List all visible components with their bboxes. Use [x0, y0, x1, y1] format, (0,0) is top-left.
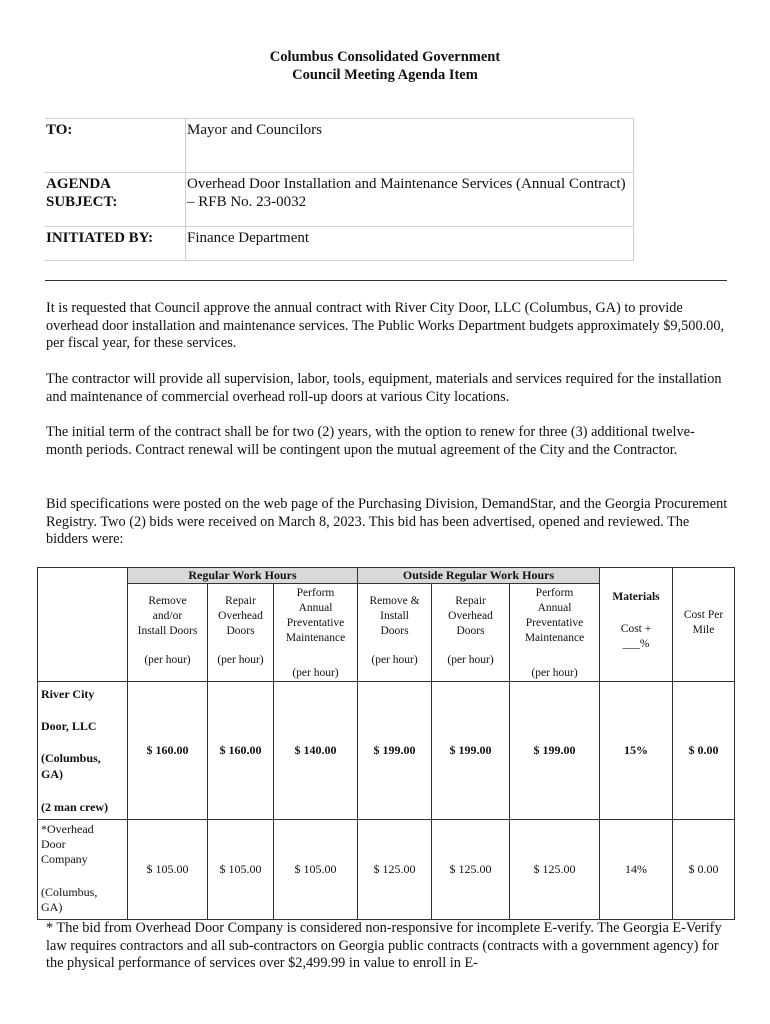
paragraph-request: It is requested that Council approve the annual contract with River City Door, LLC (Columbus, GA) to provide overhead door installation and maintenance services. The Public Works Department budgets approximately $9,500.00, per fiscal year, for these services.	[46, 300, 725, 351]
cell-value: 15%	[600, 682, 673, 820]
cell-value: $ 125.00	[358, 820, 432, 920]
cell-value: $ 125.00	[432, 820, 510, 920]
divider-line	[45, 280, 727, 281]
table-row-river-city	[38, 682, 735, 820]
materials-cost-line-1: Cost +	[620, 623, 652, 635]
paragraph-scope: The contractor will provide all supervision, labor, tools, equipment, materials and services required for the installation and maintenance of commercial overhead roll-up doors at various City locations.	[46, 371, 722, 405]
subject-label-line-2: SUBJECT:	[46, 194, 118, 210]
per-hour-label: (per hour)	[292, 667, 339, 679]
to-value: Mayor and Councilors	[186, 119, 634, 173]
col-out-remove-line-2: Install	[380, 610, 409, 622]
col-out-repair-line-3: Doors	[456, 625, 485, 637]
col-out-perform-line-4: Maintenance	[524, 632, 585, 644]
per-hour-label: (per hour)	[144, 654, 191, 666]
subject-value: Overhead Door Installation and Maintenance Services (Annual Contract) – RFB No. 23-0032	[186, 173, 634, 227]
col-out-perform	[510, 584, 600, 682]
title-line-2: Council Meeting Agenda Item	[292, 67, 478, 83]
per-hour-label: (per hour)	[531, 667, 578, 679]
initiated-label: INITIATED BY:	[45, 227, 186, 261]
cost-mile-line-1: Cost Per	[683, 609, 724, 621]
col-out-perform-line-1: Perform	[535, 587, 574, 599]
bidder1-name-line-5: (2 man crew)	[41, 800, 109, 814]
materials-cost-line-2: ___%	[622, 638, 650, 650]
bidder1-name-line-4: GA)	[41, 767, 63, 781]
title-line-1: Columbus Consolidated Government	[269, 49, 501, 65]
col-reg-repair	[208, 584, 274, 682]
materials-label: Materials	[612, 591, 660, 603]
col-out-remove-line-3: Doors	[380, 625, 409, 637]
col-reg-repair-line-2: Overhead	[218, 610, 263, 622]
cell-value: $ 140.00	[274, 682, 358, 820]
col-out-remove	[358, 584, 432, 682]
cost-mile-line-2: Mile	[692, 624, 715, 636]
subject-label-line-1: AGENDA	[46, 176, 112, 192]
col-reg-perform-line-2: Annual	[298, 602, 333, 614]
col-out-perform-line-2: Annual	[537, 602, 572, 614]
memo-header-table	[45, 118, 634, 261]
cell-value: $ 105.00	[274, 820, 358, 920]
bidder1-name-line-2: Door, LLC	[41, 719, 97, 733]
col-reg-remove-line-1: Remove	[148, 595, 187, 607]
cell-value: $ 125.00	[510, 820, 600, 920]
col-reg-perform	[274, 584, 358, 682]
col-out-repair	[432, 584, 510, 682]
col-out-remove-line-1: Remove &	[369, 595, 420, 607]
bidder2-name-line-4: (Columbus,	[41, 885, 98, 899]
group-outside-hours: Outside Regular Work Hours	[358, 568, 600, 584]
paragraph-non-responsive: * The bid from Overhead Door Company is considered non-responsive for incomplete E-verify. The Georgia E-Verify law requires contractors and all sub-contractors on Georgia public contracts (contracts with a government agency) for the physical performance of services over $2,499.99 in value to enroll in E-	[46, 920, 722, 971]
col-materials	[600, 568, 673, 682]
initiated-value: Finance Department	[186, 227, 634, 261]
cell-value: $ 160.00	[128, 682, 208, 820]
bidder1-name-line-3: (Columbus,	[41, 751, 101, 765]
cell-value: $ 0.00	[673, 682, 735, 820]
bidder2-name-line-2: Door	[41, 837, 66, 851]
col-out-repair-line-2: Overhead	[448, 610, 493, 622]
bidder-name-overhead-door	[38, 820, 128, 920]
col-out-perform-line-3: Preventative	[525, 617, 584, 629]
col-reg-perform-line-4: Maintenance	[285, 632, 346, 644]
bid-table	[37, 567, 735, 920]
col-cost-per-mile	[673, 568, 735, 682]
cell-value: $ 199.00	[510, 682, 600, 820]
col-reg-perform-line-3: Preventative	[286, 617, 345, 629]
subject-label	[45, 173, 186, 227]
bidder2-name-line-1: *Overhead	[41, 822, 94, 836]
col-out-repair-line-1: Repair	[455, 595, 486, 607]
table-row-overhead-door	[38, 820, 735, 920]
cell-value: $ 199.00	[358, 682, 432, 820]
bidder-name-river-city	[38, 682, 128, 820]
cell-value: 14%	[600, 820, 673, 920]
col-reg-remove	[128, 584, 208, 682]
col-reg-remove-line-3: Install Doors	[137, 625, 198, 637]
to-label: TO:	[45, 119, 186, 173]
col-reg-remove-line-2: and/or	[152, 610, 183, 622]
col-reg-perform-line-1: Perform	[296, 587, 335, 599]
per-hour-label: (per hour)	[217, 654, 264, 666]
document-title	[0, 48, 770, 84]
bidder1-name-line-1: River City	[41, 687, 95, 701]
cell-value: $ 105.00	[128, 820, 208, 920]
group-regular-hours: Regular Work Hours	[128, 568, 358, 584]
cell-value: $ 105.00	[208, 820, 274, 920]
cell-value: $ 160.00	[208, 682, 274, 820]
bidder-header-cell	[38, 568, 128, 682]
cell-value: $ 0.00	[673, 820, 735, 920]
bidder2-name-line-3: Company	[41, 852, 88, 866]
col-reg-repair-line-1: Repair	[225, 595, 256, 607]
col-reg-repair-line-3: Doors	[226, 625, 255, 637]
bidder2-name-line-5: GA)	[41, 900, 63, 914]
paragraph-bids: Bid specifications were posted on the web page of the Purchasing Division, DemandStar, and the Georgia Procurement Registry. Two (2) bids were received on March 8, 2023. This bid has been advertised, opened and reviewed. The bidders were:	[46, 496, 728, 547]
per-hour-label: (per hour)	[371, 654, 418, 666]
per-hour-label: (per hour)	[447, 654, 494, 666]
cell-value: $ 199.00	[432, 682, 510, 820]
paragraph-term: The initial term of the contract shall be for two (2) years, with the option to renew for three (3) additional twelve-month periods. Contract renewal will be contingent upon the mutual agreement of the City and the Contractor.	[46, 424, 695, 458]
